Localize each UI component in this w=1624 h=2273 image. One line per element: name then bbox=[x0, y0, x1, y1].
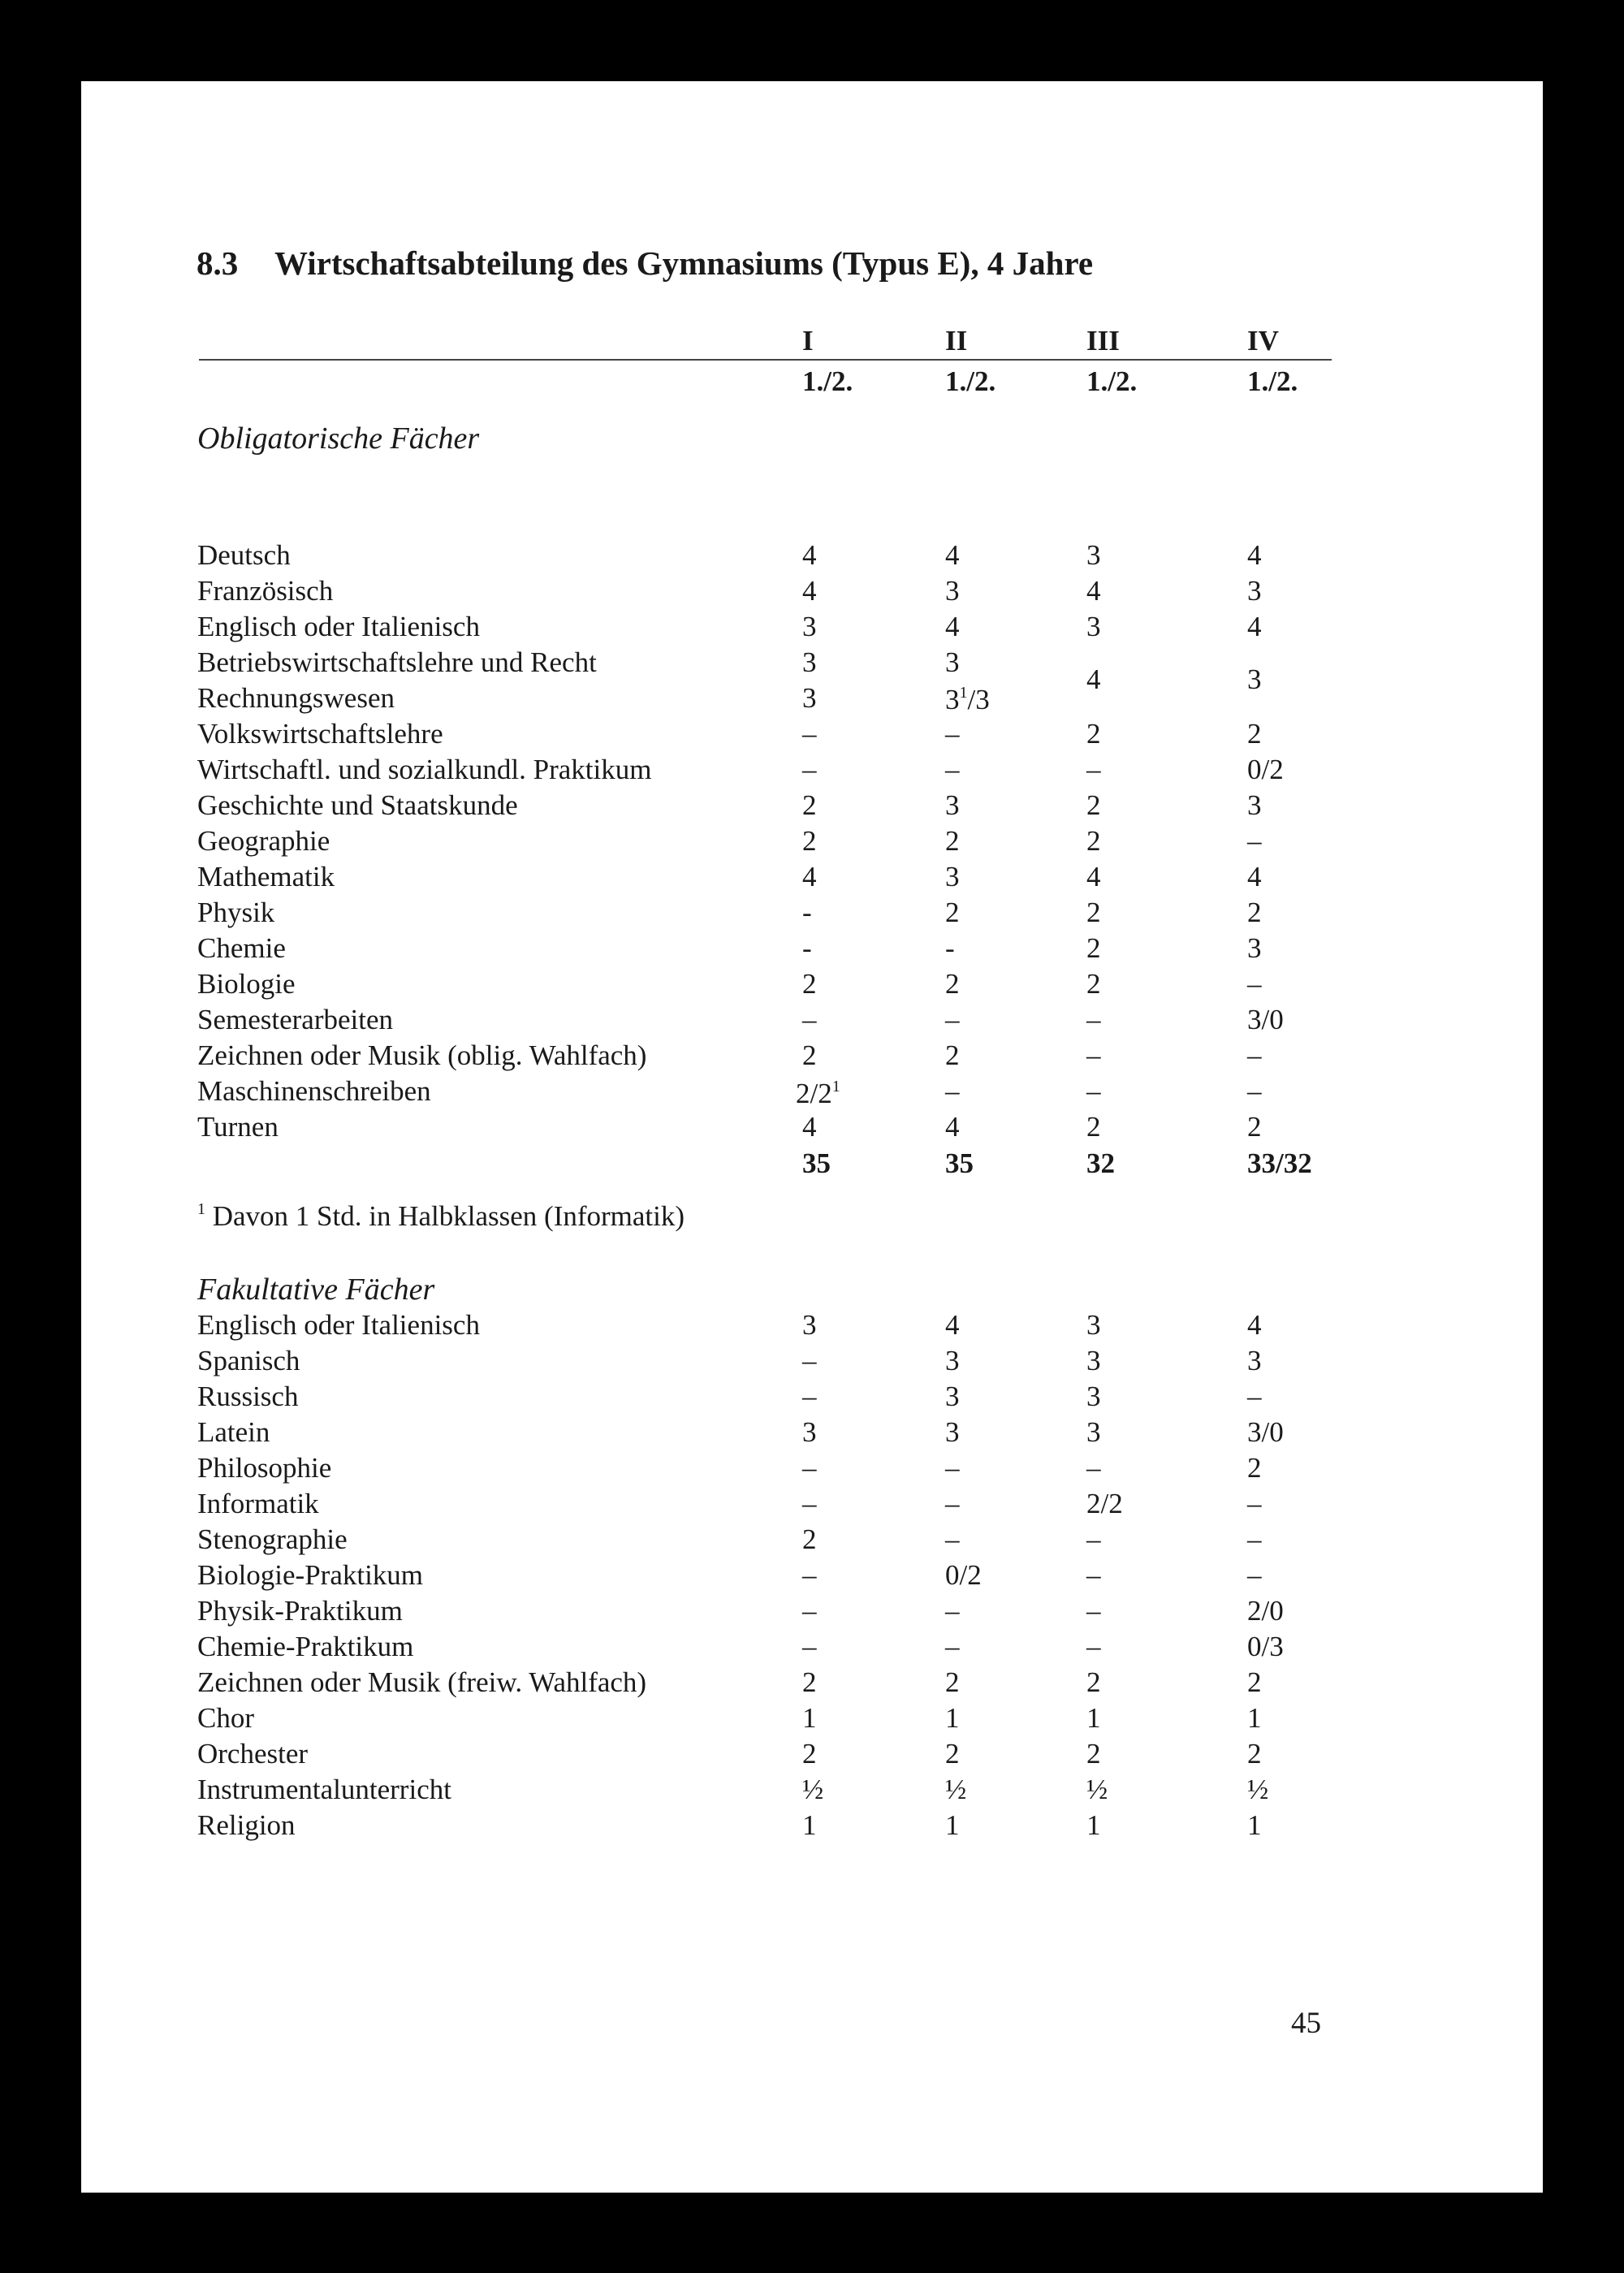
table-cell: 2 bbox=[1247, 1452, 1262, 1484]
subject-label: Physik-Praktikum bbox=[197, 1595, 403, 1627]
table-cell: 3 bbox=[945, 861, 960, 892]
table-cell: 2 bbox=[802, 789, 817, 821]
table-cell: 3 bbox=[1086, 539, 1101, 571]
table-row bbox=[81, 752, 1543, 788]
table-cell: – bbox=[945, 718, 960, 750]
table-row bbox=[81, 573, 1543, 609]
table-cell: 0/2 bbox=[1247, 754, 1284, 785]
table-cell: – bbox=[1086, 1595, 1101, 1627]
table-row bbox=[81, 1808, 1543, 1843]
table-cell: – bbox=[945, 1452, 960, 1484]
table-cell: 4 bbox=[1247, 1309, 1262, 1341]
table-cell: 3 bbox=[945, 575, 960, 607]
column-header: IV bbox=[1247, 325, 1279, 357]
table-cell: 3 bbox=[1247, 575, 1262, 607]
subject-label: Geschichte und Staatskunde bbox=[197, 789, 518, 821]
table-cell: 2 bbox=[1086, 718, 1101, 750]
table-cell: – bbox=[1247, 1381, 1262, 1412]
table-cell: – bbox=[1247, 825, 1262, 857]
table-cell: 3 bbox=[802, 611, 817, 642]
table-cell: 3 bbox=[802, 646, 817, 678]
table-cell: – bbox=[802, 1452, 817, 1484]
document-page bbox=[81, 81, 1543, 2193]
table-cell: – bbox=[945, 754, 960, 785]
table-row bbox=[81, 1415, 1543, 1450]
subject-label: Semesterarbeiten bbox=[197, 1004, 394, 1035]
table-cell: 0/2 bbox=[945, 1559, 982, 1591]
table-row bbox=[81, 1038, 1543, 1074]
subject-label: Orchester bbox=[197, 1738, 309, 1770]
subject-label: Englisch oder Italienisch bbox=[197, 611, 480, 642]
table-row bbox=[81, 1665, 1543, 1700]
table-cell: – bbox=[945, 1004, 960, 1035]
subject-label: Religion bbox=[197, 1809, 296, 1841]
table-cell: – bbox=[802, 1631, 817, 1662]
table-cell: 1 bbox=[802, 1809, 817, 1841]
table-cell: 3 bbox=[1086, 1309, 1101, 1341]
subject-label: Biologie bbox=[197, 968, 296, 1000]
table-cell: 1 bbox=[1086, 1702, 1101, 1734]
table-cell: – bbox=[802, 1488, 817, 1519]
table-row bbox=[81, 1307, 1543, 1343]
table-cell: 3 bbox=[945, 646, 960, 678]
table-cell: 1 bbox=[802, 1702, 817, 1734]
footnote bbox=[81, 1199, 1543, 1234]
table-cell: 4 bbox=[945, 539, 960, 571]
header-rule bbox=[199, 359, 1332, 361]
table-cell: 1 bbox=[945, 1809, 960, 1841]
subject-label: Wirtschaftl. und sozialkundl. Praktikum bbox=[197, 754, 652, 785]
table-row bbox=[81, 823, 1543, 859]
table-cell: 2 bbox=[945, 825, 960, 857]
table-cell: 2 bbox=[1086, 1111, 1101, 1143]
table-cell: $3^1/3$ bbox=[945, 684, 990, 715]
table-row bbox=[81, 1109, 1543, 1145]
table-cell: 2 bbox=[945, 1039, 960, 1071]
column-header: III bbox=[1086, 325, 1120, 357]
table-cell: 2 bbox=[1247, 897, 1262, 928]
section-title: Wirtschaftsabteilung des Gymnasiums (Typus E), 4 Jahre bbox=[274, 244, 1094, 282]
subject-label: Betriebswirtschaftslehre und Recht bbox=[197, 646, 597, 678]
table-cell: 3 bbox=[802, 1309, 817, 1341]
table-row bbox=[81, 966, 1543, 1002]
table-cell: $2/2^1$ bbox=[796, 1078, 840, 1109]
table-cell: 2 bbox=[1086, 932, 1101, 964]
table-row bbox=[81, 538, 1543, 573]
table-cell: 2/0 bbox=[1247, 1595, 1284, 1627]
table-cell: 4 bbox=[945, 1111, 960, 1143]
table-cell: - bbox=[802, 932, 812, 964]
table-row bbox=[81, 1379, 1543, 1415]
subject-label: Biologie-Praktikum bbox=[197, 1559, 424, 1591]
table-row bbox=[81, 1558, 1543, 1593]
table-row bbox=[81, 609, 1543, 645]
semester-header: 1./2. bbox=[802, 365, 853, 397]
table-cell: – bbox=[1086, 1559, 1101, 1591]
table-cell: 4 bbox=[1086, 575, 1101, 607]
subject-label: Maschinenschreiben bbox=[197, 1075, 431, 1107]
table-cell: 4 bbox=[802, 1111, 817, 1143]
table-cell: ½ bbox=[945, 1774, 967, 1805]
table-cell: 2 bbox=[945, 968, 960, 1000]
table-cell: 2 bbox=[802, 1738, 817, 1770]
table-cell: 2 bbox=[802, 1039, 817, 1071]
table-cell: - bbox=[802, 897, 812, 928]
table-cell: 2 bbox=[1086, 825, 1101, 857]
table-cell: – bbox=[945, 1488, 960, 1519]
table-cell: – bbox=[802, 1559, 817, 1591]
table-cell: 4 bbox=[1247, 539, 1262, 571]
table-cell: 2 bbox=[1086, 789, 1101, 821]
subject-label: Rechnungswesen bbox=[197, 682, 395, 714]
table-cell: 0/3 bbox=[1247, 1631, 1284, 1662]
page-number: 45 bbox=[1291, 2007, 1321, 2040]
subject-label: Volkswirtschaftslehre bbox=[197, 718, 443, 750]
total-cell: 32 bbox=[1086, 1147, 1115, 1179]
table-cell: 3 bbox=[802, 1416, 817, 1448]
table-cell: – bbox=[802, 718, 817, 750]
table-row bbox=[81, 895, 1543, 931]
table-cell: 3/0 bbox=[1247, 1416, 1284, 1448]
table-cell: – bbox=[1247, 1523, 1262, 1555]
subject-label: Zeichnen oder Musik (oblig. Wahlfach) bbox=[197, 1039, 647, 1071]
table-cell: 2 bbox=[945, 897, 960, 928]
subject-label: Informatik bbox=[197, 1488, 319, 1519]
table-cell: – bbox=[1247, 1559, 1262, 1591]
table-cell: – bbox=[945, 1595, 960, 1627]
semester-header-row bbox=[81, 364, 1543, 400]
table-cell: 2 bbox=[1086, 1666, 1101, 1698]
table-cell: 2 bbox=[802, 968, 817, 1000]
subject-label: Russisch bbox=[197, 1381, 299, 1412]
table-cell: – bbox=[945, 1631, 960, 1662]
table-cell: 2 bbox=[1086, 897, 1101, 928]
table-cell: – bbox=[802, 1381, 817, 1412]
table-row bbox=[81, 1736, 1543, 1772]
table-row bbox=[81, 1700, 1543, 1736]
subject-label: Instrumentalunterricht bbox=[197, 1774, 451, 1805]
table-cell: – bbox=[1086, 1631, 1101, 1662]
table-cell: – bbox=[1247, 1039, 1262, 1071]
table-cell: 4 bbox=[1247, 861, 1262, 892]
table-cell: – bbox=[1247, 968, 1262, 1000]
section-number: 8.3 bbox=[197, 244, 239, 282]
table-cell: – bbox=[802, 1345, 817, 1376]
table-cell: 1 bbox=[1247, 1809, 1262, 1841]
table-cell: ½ bbox=[802, 1774, 824, 1805]
table-cell: 2 bbox=[802, 1523, 817, 1555]
subject-label: Chor bbox=[197, 1702, 254, 1734]
table-cell: – bbox=[802, 1595, 817, 1627]
table-cell: – bbox=[802, 754, 817, 785]
table-cell: 2 bbox=[1247, 1111, 1262, 1143]
table-cell: 2 bbox=[802, 825, 817, 857]
table-cell: – bbox=[1086, 1523, 1101, 1555]
table-cell: 4 bbox=[802, 861, 817, 892]
column-header: II bbox=[945, 325, 968, 357]
table-cell: – bbox=[945, 1075, 960, 1107]
footnote-mark: 1 bbox=[197, 1200, 205, 1218]
table-cell: 3 bbox=[1247, 1345, 1262, 1376]
table-cell: – bbox=[1086, 1075, 1101, 1107]
table-cell: 3/0 bbox=[1247, 1004, 1284, 1035]
table-cell: – bbox=[1247, 1488, 1262, 1519]
subject-label: Französisch bbox=[197, 575, 334, 607]
subject-label: Deutsch bbox=[197, 539, 291, 571]
rechnung-extra-row bbox=[81, 682, 1543, 718]
table-row bbox=[81, 931, 1543, 966]
table-cell: 3 bbox=[945, 1416, 960, 1448]
table-cell: 3 bbox=[1247, 789, 1262, 821]
subject-label: Zeichnen oder Musik (freiw. Wahlfach) bbox=[197, 1666, 647, 1698]
semester-header: 1./2. bbox=[1086, 365, 1138, 397]
table-cell: 2 bbox=[1086, 1738, 1101, 1770]
subject-label: Chemie-Praktikum bbox=[197, 1631, 414, 1662]
table-cell: – bbox=[802, 1004, 817, 1035]
semester-header: 1./2. bbox=[1247, 365, 1298, 397]
section-heading-optional: Fakultative Fächer bbox=[197, 1273, 435, 1307]
subject-label: Englisch oder Italienisch bbox=[197, 1309, 480, 1341]
table-cell: 3 bbox=[1086, 1381, 1101, 1412]
table-cell: 3 bbox=[1247, 932, 1262, 964]
column-header-row bbox=[81, 323, 1543, 359]
table-cell: 3 bbox=[1086, 1345, 1101, 1376]
semester-header: 1./2. bbox=[945, 365, 996, 397]
table-cell: - bbox=[945, 932, 955, 964]
subject-label: Chemie bbox=[197, 932, 286, 964]
subject-label: Spanisch bbox=[197, 1345, 300, 1376]
table-cell: ½ bbox=[1086, 1774, 1108, 1805]
table-cell: 2 bbox=[945, 1666, 960, 1698]
subject-label: Turnen bbox=[197, 1111, 279, 1143]
table-cell: 4 bbox=[945, 1309, 960, 1341]
table-cell: 1 bbox=[945, 1702, 960, 1734]
subject-label: Mathematik bbox=[197, 861, 335, 892]
table-cell: 3 bbox=[945, 1381, 960, 1412]
column-header: I bbox=[802, 325, 814, 357]
table-cell: – bbox=[1247, 1075, 1262, 1107]
table-cell: 2 bbox=[1086, 968, 1101, 1000]
subject-label: Stenographie bbox=[197, 1523, 348, 1555]
table-cell: – bbox=[1086, 1004, 1101, 1035]
subject-label: Philosophie bbox=[197, 1452, 332, 1484]
table-row bbox=[81, 1343, 1543, 1379]
page-title bbox=[197, 244, 1093, 283]
table-cell: 4 bbox=[945, 611, 960, 642]
table-row bbox=[81, 716, 1543, 752]
subject-label: Geographie bbox=[197, 825, 330, 857]
subject-label: Physik bbox=[197, 897, 275, 928]
footnote-text: Davon 1 Std. in Halbklassen (Informatik) bbox=[212, 1200, 685, 1232]
section-heading-obligatory: Obligatorische Fächer bbox=[197, 421, 480, 456]
merged-cell: 3 bbox=[1247, 663, 1262, 695]
table-cell: 4 bbox=[802, 575, 817, 607]
table-row bbox=[81, 1450, 1543, 1486]
table-cell: 3 bbox=[802, 682, 817, 714]
table-cell: 1 bbox=[1086, 1809, 1101, 1841]
table-row bbox=[81, 1486, 1543, 1522]
table-cell: 2 bbox=[802, 1666, 817, 1698]
merged-cell: 4 bbox=[1086, 663, 1101, 695]
total-cell: 33/32 bbox=[1247, 1147, 1312, 1179]
table-row bbox=[81, 1002, 1543, 1038]
total-cell: 35 bbox=[945, 1147, 974, 1179]
table-row bbox=[81, 859, 1543, 895]
subject-label: Latein bbox=[197, 1416, 270, 1448]
table-cell: – bbox=[945, 1523, 960, 1555]
table-cell: 3 bbox=[1086, 1416, 1101, 1448]
table-cell: 2 bbox=[945, 1738, 960, 1770]
table-row bbox=[81, 1593, 1543, 1629]
table-row bbox=[81, 1772, 1543, 1808]
total-cell: 35 bbox=[802, 1147, 831, 1179]
table-cell: – bbox=[1086, 754, 1101, 785]
table-cell: – bbox=[1086, 1452, 1101, 1484]
table-cell: 3 bbox=[945, 789, 960, 821]
table-cell: 2 bbox=[1247, 1666, 1262, 1698]
table-cell: 4 bbox=[802, 539, 817, 571]
table-cell: 4 bbox=[1086, 861, 1101, 892]
totals-row bbox=[81, 1146, 1543, 1182]
table-row bbox=[81, 788, 1543, 823]
table-cell: 2 bbox=[1247, 1738, 1262, 1770]
table-row bbox=[81, 1629, 1543, 1665]
table-cell: 3 bbox=[945, 1345, 960, 1376]
masch-extra-row bbox=[81, 1076, 1543, 1112]
table-cell: 4 bbox=[1247, 611, 1262, 642]
table-cell: ½ bbox=[1247, 1774, 1269, 1805]
table-cell: 3 bbox=[1086, 611, 1101, 642]
table-cell: 2/2 bbox=[1086, 1488, 1123, 1519]
table-row bbox=[81, 1522, 1543, 1558]
table-cell: – bbox=[1086, 1039, 1101, 1071]
table-cell: 2 bbox=[1247, 718, 1262, 750]
table-cell: 1 bbox=[1247, 1702, 1262, 1734]
